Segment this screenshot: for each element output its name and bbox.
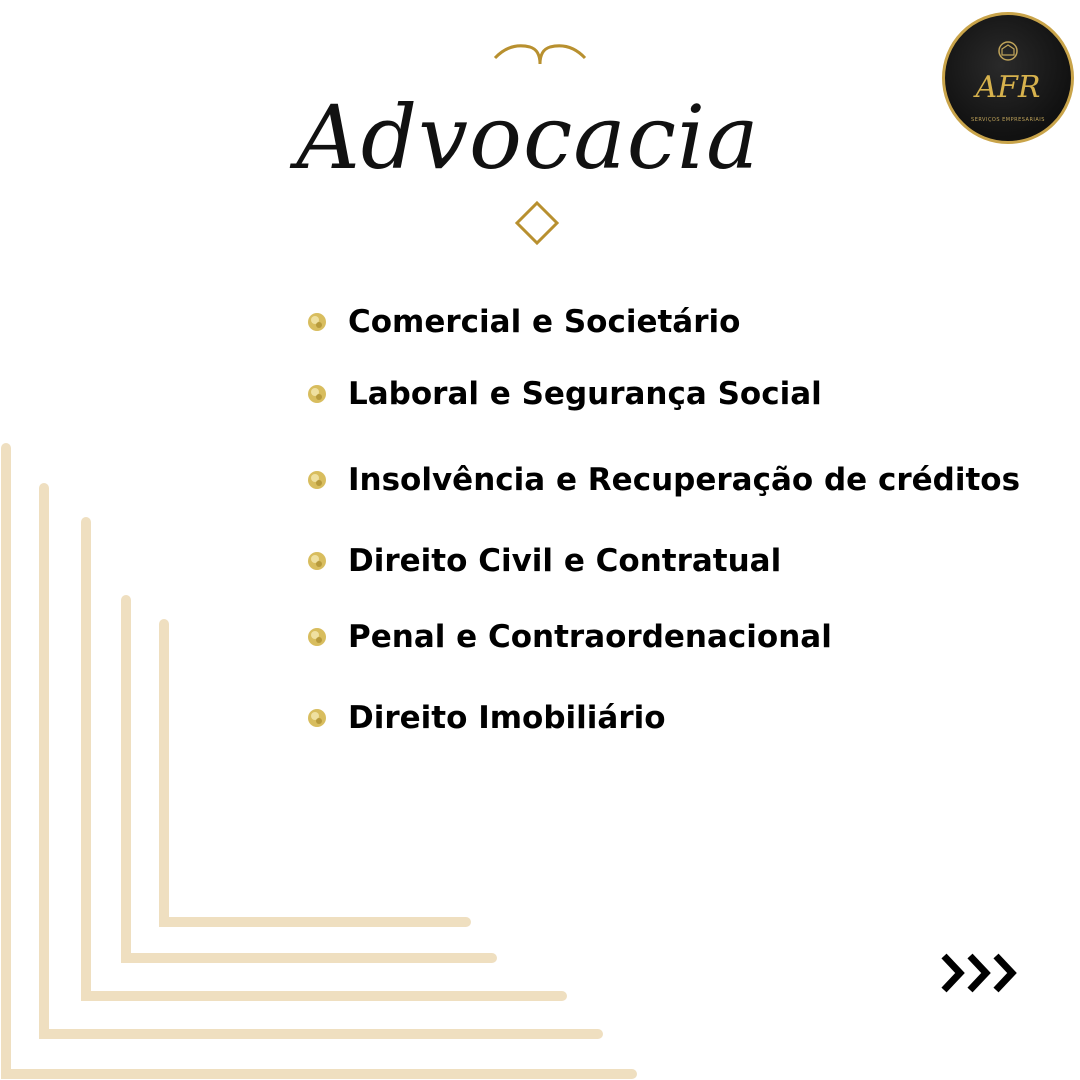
service-label: Insolvência e Recuperação de créditos xyxy=(348,462,1021,498)
service-label: Direito Imobiliário xyxy=(348,700,666,736)
logo-monogram: AFR xyxy=(975,70,1041,105)
service-label: Laboral e Segurança Social xyxy=(348,376,822,412)
service-label: Penal e Contraordenacional xyxy=(348,619,832,655)
service-label: Direito Civil e Contratual xyxy=(348,543,782,579)
logo-subtitle: SERVIÇOS EMPRESARIAIS xyxy=(971,117,1045,123)
service-label: Comercial e Societário xyxy=(348,304,741,340)
triple-chevron-right-icon[interactable] xyxy=(940,950,1024,996)
page-title: Advocacia xyxy=(296,86,760,189)
